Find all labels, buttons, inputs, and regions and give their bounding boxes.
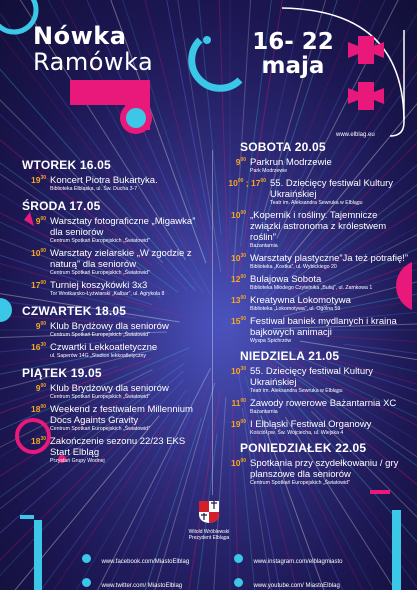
youtube-url: www.youtube.com/ MiastoElblag — [253, 583, 340, 589]
event-body — [50, 342, 202, 360]
event-location: Park Modrzewie — [250, 168, 288, 174]
date-range-month: maja — [261, 53, 325, 79]
event-location: Teatr im. Aleksandra Sewruka w Elblągu — [250, 388, 343, 394]
event-minutes: 00 — [240, 316, 246, 322]
event-body — [50, 436, 202, 465]
event-minutes: 00 — [260, 178, 266, 184]
event-minutes: 00 — [40, 216, 46, 222]
day-heading: PIĄTEK 19.05 — [22, 366, 102, 380]
event-location: Biblioteka „Lokomotywa”, ul. Ogólna 59 — [250, 306, 341, 312]
event-body — [250, 398, 410, 416]
event-time — [222, 210, 250, 250]
event-body — [50, 175, 202, 193]
event-hour: 10 — [230, 253, 241, 263]
instagram-icon — [234, 554, 243, 563]
event-item — [22, 321, 202, 339]
event-time — [222, 458, 250, 487]
event-time — [222, 253, 250, 271]
event-title: Klub Brydżowy dla seniorów — [50, 321, 169, 332]
event-hour: 18 — [30, 404, 41, 414]
event-minutes: 00 — [40, 383, 46, 389]
event-minutes: 30 — [240, 253, 246, 259]
schedule-left-column — [22, 158, 202, 465]
event-location: Bażantarnia — [250, 243, 278, 249]
event-hour: 18 — [30, 436, 41, 446]
event-item — [222, 458, 410, 487]
event-minutes: 00 — [40, 321, 46, 327]
youtube-icon — [234, 578, 243, 587]
event-time — [222, 366, 250, 395]
elblag-coat-of-arms-icon — [198, 500, 220, 524]
event-title: Festiwal baniek mydlanych i kraina bajkowych animacji — [250, 316, 397, 338]
event-location: Centrum Spotkań Europejskich „Światowid” — [50, 270, 150, 276]
event-hour: 19 — [230, 419, 241, 429]
event-hour: 9 — [235, 157, 241, 167]
event-title: 55. Dziecięcy festiwal Kultury Ukraińskiej — [250, 366, 374, 388]
event-time — [222, 274, 250, 292]
event-item — [222, 398, 410, 416]
event-title: Turniej koszykówki 3x3 — [50, 280, 148, 291]
event-location: Teatr im. Aleksandra Sewruka w Elblągu — [270, 200, 363, 206]
event-title: „Kopernik i rośliny. Tajemnicze związki astronoma z królestwem roślin” — [250, 210, 387, 243]
event-title: Spotkania przy szydełkowaniu / gry planszowe dla seniorów — [250, 458, 399, 480]
event-body — [250, 419, 410, 437]
event-location: Biblioteka „Kostka”, ul. Wybickiego 20 — [250, 264, 337, 270]
event-location: ul. Saperów 14G „Stadion lekkoatletyczny — [50, 353, 147, 359]
event-minutes: 00 — [240, 419, 246, 425]
event-time — [222, 178, 270, 207]
event-body — [250, 295, 410, 313]
date-range — [248, 30, 338, 78]
event-hour: 10 — [230, 458, 241, 468]
event-body — [50, 248, 202, 277]
event-item — [22, 175, 202, 193]
day-heading: ŚRODA 17.05 — [22, 199, 101, 213]
event-hour: 12 — [230, 274, 241, 284]
twitter-url: www.twitter.com/ MiastoElblag — [101, 583, 183, 589]
event-body — [250, 157, 410, 175]
event-hour: 9 — [35, 216, 41, 226]
day-heading: PONIEDZIAŁEK 22.05 — [240, 441, 367, 455]
event-location: Biblioteka Elbląska, ul. Św. Ducha 3-7 — [50, 186, 138, 192]
poster-title: Nówka — [33, 22, 127, 50]
event-body — [250, 316, 410, 345]
elblag-cross-icon — [340, 32, 392, 122]
event-time — [222, 419, 250, 437]
event-time — [22, 280, 50, 298]
twitter-link[interactable] — [82, 574, 182, 590]
column-divider — [212, 150, 213, 495]
event-body — [50, 404, 202, 433]
event-time — [222, 157, 250, 175]
event-location: Centrum Spotkań Europejskich „Światowid” — [50, 238, 150, 244]
event-time — [222, 316, 250, 345]
facebook-icon — [82, 554, 91, 563]
event-item — [222, 419, 410, 437]
event-hour: 17 — [30, 280, 41, 290]
event-title: Weekend z festiwalem Millennium Docs Againts Gravity — [50, 404, 193, 426]
twitter-icon — [82, 578, 91, 587]
signature-role: Prezydent Elbląga — [188, 535, 230, 541]
event-time — [22, 248, 50, 277]
time-separator: ; — [243, 178, 251, 188]
event-title: Warsztaty zielarskie „W zgodzie z naturą” dla seniorów — [50, 248, 192, 270]
event-hour: 16 — [30, 342, 41, 352]
event-minutes: 00 — [237, 178, 244, 184]
event-item — [22, 383, 202, 401]
event-body — [250, 253, 410, 271]
event-body — [250, 210, 410, 250]
event-hour: 10 — [30, 248, 41, 258]
event-minutes: 00 — [240, 458, 246, 464]
event-time — [222, 295, 250, 313]
event-title: Bulajowa Sobota — [250, 274, 322, 285]
event-body — [250, 274, 410, 292]
instagram-link[interactable] — [234, 550, 343, 568]
event-hour: 9 — [35, 321, 41, 331]
event-body — [250, 458, 410, 487]
event-hour: 19 — [30, 175, 41, 185]
event-title: Koncert Piotra Bukartyka. — [50, 175, 158, 186]
event-time — [22, 321, 50, 339]
event-minutes: 00 — [40, 248, 46, 254]
event-time — [22, 404, 50, 433]
event-title: Warsztaty fotograficzne „Migawka” dla seniorów — [50, 216, 196, 238]
event-minutes: 00 — [240, 274, 246, 280]
facebook-link[interactable] — [82, 550, 189, 568]
event-body — [250, 366, 410, 395]
instagram-url: www.instagram.com/elblagmiasto — [253, 559, 343, 565]
event-title: Zawody rowerowe Bażantarnia XC — [250, 398, 397, 409]
event-hour: 10 — [230, 366, 241, 376]
event-location: Przystań Grupy Wodnej — [50, 458, 105, 464]
event-minutes: 00 — [40, 280, 46, 286]
event-time — [222, 398, 250, 416]
event-hour: 10 — [230, 210, 241, 220]
event-location: Biblioteka Młodego Czytelnika „Bulaj”, ul. Zamkowa 1 — [250, 285, 373, 291]
event-minutes: 30 — [40, 342, 46, 348]
event-item — [222, 274, 410, 292]
event-time — [22, 216, 50, 245]
event-item — [222, 295, 410, 313]
event-title: 55. Dziecięcy festiwal Kultury Ukraińskiej — [270, 178, 394, 200]
event-location: Centrum Spotkań Europejskich „Światowid” — [50, 332, 150, 338]
event-hour: 9 — [35, 383, 41, 393]
event-title: Klub Brydżowy dla seniorów — [50, 383, 169, 394]
event-title: I Elbląski Festiwal Organowy — [250, 419, 372, 430]
event-title: Warsztaty plastyczne”Ja też potrafię!” — [250, 253, 409, 264]
signature-name: Witold Wróblewski — [188, 529, 230, 535]
event-minutes: 00 — [240, 157, 246, 163]
event-time — [22, 436, 50, 465]
event-location: Centrum Spotkań Europejskich „Światowid” — [50, 426, 150, 432]
website-link[interactable]: www.elblag.eu — [336, 132, 375, 138]
event-item — [22, 248, 202, 277]
event-item — [22, 280, 202, 298]
event-location: Tor Wrotkarsko-Łyżwiarski „Kalbar”, ul. Agrykola 8 — [50, 291, 165, 297]
event-minutes: 00 — [40, 404, 46, 410]
event-minutes: 00 — [240, 398, 246, 404]
event-hour: 13 — [230, 295, 241, 305]
event-location: Wyspa Spichrzów — [250, 338, 292, 344]
day-heading: CZWARTEK 18.05 — [22, 304, 127, 318]
event-item — [222, 253, 410, 271]
event-body — [50, 321, 202, 339]
event-hour: 17 — [250, 178, 261, 188]
day-heading: SOBOTA 20.05 — [240, 140, 326, 154]
event-body — [50, 383, 202, 401]
poster-subtitle: Ramówka — [33, 48, 154, 76]
event-minutes: 30 — [40, 436, 46, 442]
event-item — [222, 157, 410, 175]
event-hour: 11 — [231, 398, 241, 408]
event-minutes: 00 — [240, 295, 246, 301]
event-minutes: 30 — [240, 366, 246, 372]
event-location: Bażantarnia — [250, 409, 278, 415]
event-item — [222, 210, 410, 250]
signature-block — [186, 500, 232, 541]
event-item — [22, 216, 202, 245]
event-item — [22, 404, 202, 433]
event-item — [222, 316, 410, 345]
event-time — [22, 383, 50, 401]
event-item — [22, 436, 202, 465]
event-body — [50, 216, 202, 245]
day-heading: NIEDZIELA 21.05 — [240, 349, 340, 363]
event-hour: 15 — [230, 316, 241, 326]
event-body — [270, 178, 410, 207]
event-minutes: 30 — [40, 175, 46, 181]
event-location: Centrum Spotkań Europejskich „Światowid” — [250, 480, 350, 486]
event-minutes: 00 — [240, 210, 246, 216]
event-title: Czwartki Lekkoatletyczne — [50, 342, 158, 353]
event-time — [22, 175, 50, 193]
event-hour: 10 — [228, 178, 238, 188]
event-item — [222, 178, 410, 207]
event-location: Centrum Spotkań Europejskich „Światowid” — [50, 394, 150, 400]
event-body — [50, 280, 202, 298]
event-title: Kreatywna Lokomotywa — [250, 295, 351, 306]
event-item — [22, 342, 202, 360]
event-title: Parkrun Modrzewie — [250, 157, 332, 168]
facebook-url: www.facebook.com/MiastoElblag — [101, 559, 190, 565]
event-item — [222, 366, 410, 395]
event-title: Zakończenie sezonu 22/23 EKS Start Elbląg — [50, 436, 186, 458]
youtube-link[interactable] — [234, 574, 340, 590]
event-time — [22, 342, 50, 360]
schedule-right-column — [222, 140, 410, 487]
date-range-days: 16- 22 — [252, 29, 334, 55]
day-heading: WTOREK 16.05 — [22, 158, 111, 172]
event-location: Kościół pw. Św. Wojciecha, ul. Wiejska 4 — [250, 430, 344, 436]
